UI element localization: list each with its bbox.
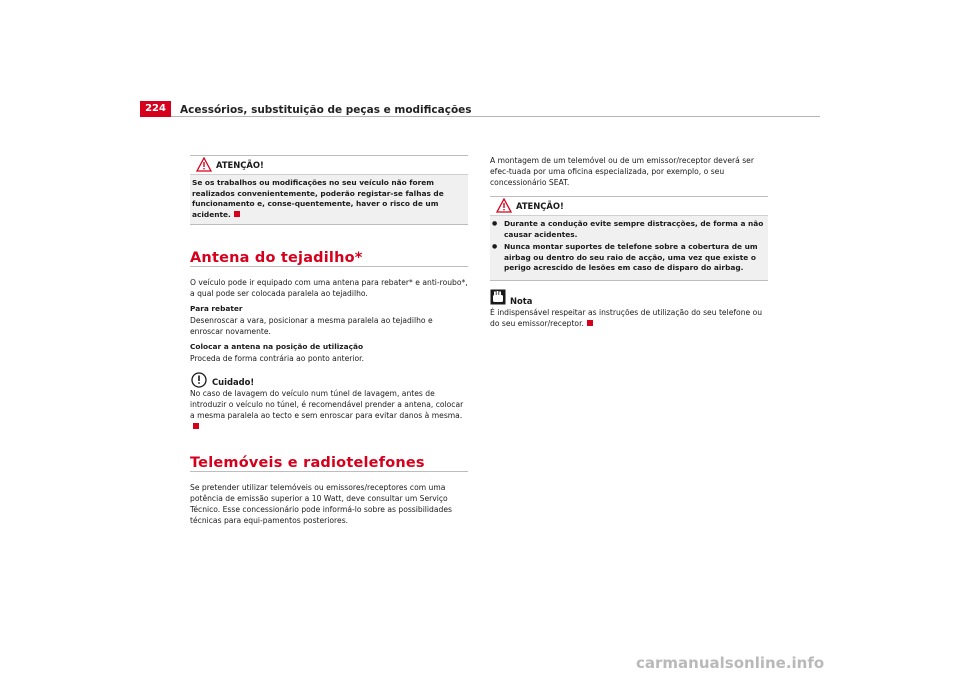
end-mark-icon — [193, 423, 199, 429]
warning-box — [190, 155, 468, 225]
warning-triangle-icon — [196, 157, 212, 172]
header-rule — [140, 116, 820, 117]
warning-label: ATENÇÃO! — [516, 201, 564, 211]
warning-triangle-icon — [496, 198, 512, 213]
watermark: carmanualsonline.info — [636, 654, 825, 672]
caution-text: No caso de lavagem do veículo num túnel de lavagem, antes de introduzir o veículo no túnel, é recomendável prender a antena, colocar a mesma paralela ao tecto e sem enroscar para evitar danos à mesma. — [190, 388, 468, 432]
fold-text: Desenroscar a vara, posicionar a mesma paralela ao tejadilho e enroscar novamente. — [190, 316, 433, 336]
antenna-intro: O veículo pode ir equipado com uma antena para rebater* e anti-roubo*, a qual pode ser colocada paralela ao tejadilho. — [190, 278, 468, 298]
caution-header — [190, 372, 468, 388]
note-text: É indispensável respeitar as instruções de utilização do seu telefone ou do seu emissor/receptor. — [490, 307, 763, 328]
section-title-phones: Telemóveis e radiotelefones — [190, 458, 468, 472]
phones-text: Se pretender utilizar telemóveis ou emissores/receptores com uma potência de emissão superior a 10 Watt, deve consultar um Serviço Técnico. Esse concessionário pode informá-lo sobre as possibilidades técnicas para equi-pamentos posteriores. — [190, 483, 452, 525]
page-number: 224 — [140, 101, 171, 117]
left-column — [190, 155, 468, 530]
warning-text: Se os trabalhos ou modificações no seu veículo não forem realizados convenientemente, poderão registar-se falhas de funcionamento e, conse-quentemente, haver o risco de um acidente. — [192, 178, 444, 219]
caution-exclamation-icon — [190, 372, 208, 388]
warning-bullets — [490, 216, 768, 280]
section-title-antenna: Antena do tejadilho* — [190, 253, 468, 267]
warning-box-phones — [490, 196, 768, 281]
note-header — [490, 289, 768, 307]
warning-header — [190, 156, 468, 175]
fold-subtitle: Para rebater — [190, 304, 243, 313]
note-label: Nota — [510, 295, 533, 306]
mounting-text: A montagem de um telemóvel ou de um emissor/receptor deverá ser efec-tuada por uma oficina especializada, por exemplo, o seu concessionário SEAT. — [490, 156, 754, 187]
warning-header — [490, 197, 768, 216]
use-position-subtitle: Colocar a antena na posição de utilização — [190, 342, 364, 351]
chapter-title: Acessórios, substituição de peças e modificações — [180, 104, 472, 116]
warning-bullet: ● Nunca montar suportes de telefone sobre a cobertura de um airbag ou dentro do seu raio de acção, uma vez que existe o perigo acrescido de lesões em caso de disparo do airbag. — [492, 242, 764, 274]
use-position-text: Proceda de forma contrária ao ponto anterior. — [190, 354, 365, 363]
caution-label: Cuidado! — [212, 377, 255, 387]
warning-label: ATENÇÃO! — [216, 160, 264, 170]
warning-bullet: ● Durante a condução evite sempre distracções, de forma a não causar acidentes. — [492, 219, 764, 240]
end-mark-icon — [587, 320, 593, 326]
end-mark-icon — [234, 211, 240, 217]
note-hand-icon — [490, 289, 506, 305]
right-column — [490, 155, 768, 333]
